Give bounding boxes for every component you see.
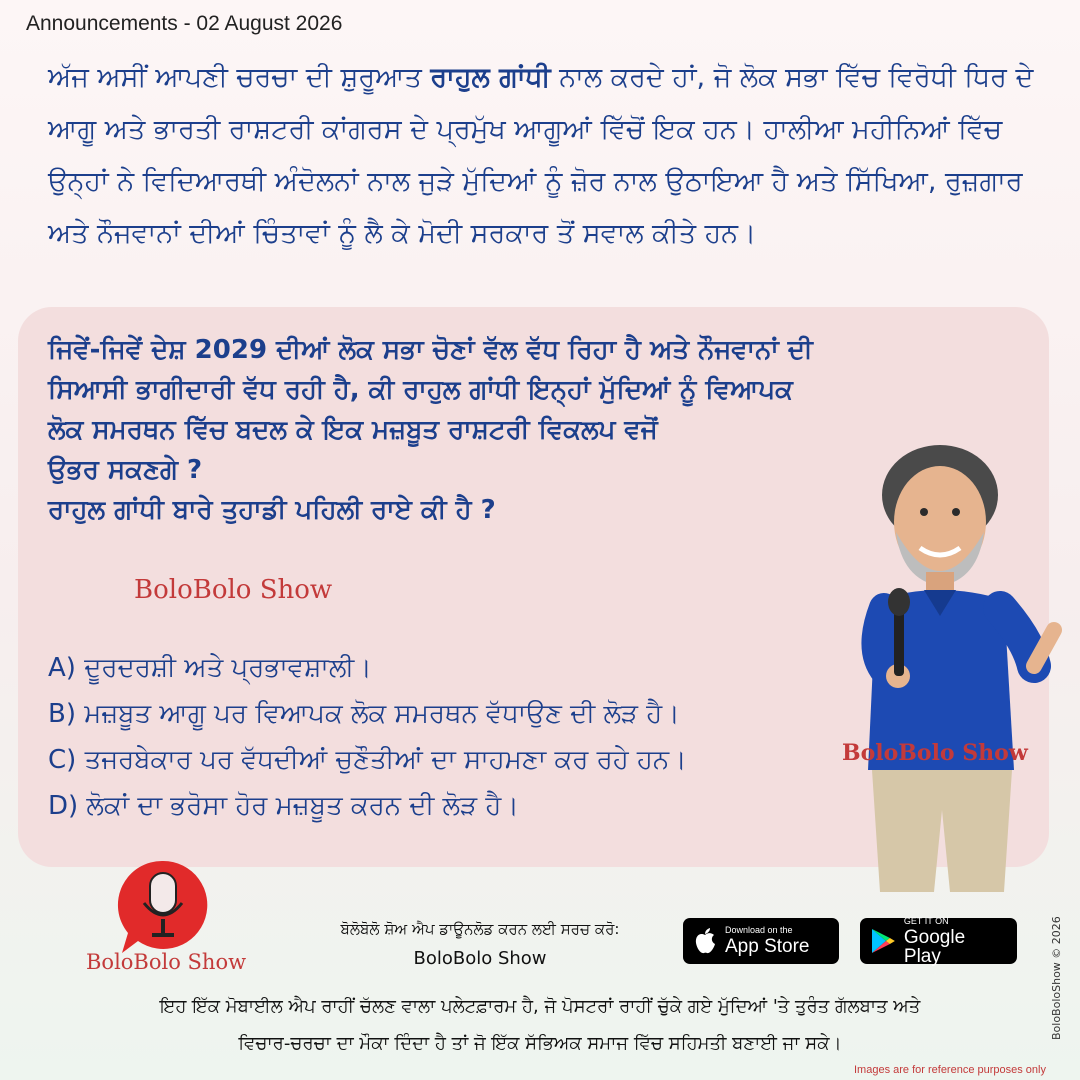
question-line: ਸਿਆਸੀ ਭਾਗੀਦਾਰੀ ਵੱਧ ਰਹੀ ਹੈ, ਕੀ ਰਾਹੁਲ ਗਾਂਧੀ ਇਨ੍ਹਾਂ ਮੁੱਦਿਆਂ ਨੂੰ ਵਿਆਪਕ xyxy=(48,375,793,405)
app-name: BoloBolo Show xyxy=(413,948,547,969)
option-d[interactable]: D) ਲੋਕਾਂ ਦਾ ਭਰੋਸਾ ਹੋਰ ਮਜ਼ਬੂਤ ਕਰਨ ਦੀ ਲੋੜ ਹੈ। xyxy=(48,791,519,821)
brand-watermark-on-image: BoloBolo Show xyxy=(842,740,1028,766)
option-b[interactable]: B) ਮਜ਼ਬੂਤ ਆਗੂ ਪਰ ਵਿਆਪਕ ਲੋਕ ਸਮਰਥਨ ਵੱਧਾਉਣ ਦੀ ਲੋੜ ਹੈ। xyxy=(48,699,680,729)
app-store-small-text: Download on the xyxy=(725,925,793,935)
copyright-notice: BoloBoloShow © 2026 xyxy=(1050,916,1063,1040)
footer-line: ਇਹ ਇੱਕ ਮੋਬਾਈਲ ਐਪ ਰਾਹੀਂ ਚੱਲਣ ਵਾਲਾ ਪਲੇਟਫ਼ਾਰਮ ਹੈ, ਜੋ ਪੋਸਟਰਾਂ ਰਾਹੀਂ ਚੁੱਕੇ ਗਏ ਮੁੱਦਿਆਂ 'ਤੇ ਤੁਰੰਤ ਗੱਲਬਾਤ ਅਤੇ xyxy=(159,996,921,1017)
question-line: ਲੋਕ ਸਮਰਥਨ ਵਿੱਚ ਬਦਲ ਕੇ ਇਕ ਮਜ਼ਬੂਤ ਰਾਸ਼ਟਰੀ ਵਿਕਲਪ ਵਜੋਂ xyxy=(48,415,658,445)
search-instruction: ਬੋਲੋਬੋਲੋ ਸ਼ੋਅ ਐਪ ਡਾਊਨਲੋਡ ਕਰਨ ਲਈ ਸਰਚ ਕਰੋ: xyxy=(340,920,620,938)
question-line: ਰਾਹੁਲ ਗਾਂਧੀ ਬਾਰੇ ਤੁਹਾਡੀ ਪਹਿਲੀ ਰਾਏ ਕੀ ਹੈ ? xyxy=(48,495,496,525)
app-search-note xyxy=(300,920,660,969)
speaker-illustration xyxy=(828,440,1068,900)
option-c[interactable]: C) ਤਜਰਬੇਕਾਰ ਪਰ ਵੱਧਦੀਆਂ ਚੁਣੌਤੀਆਂ ਦਾ ਸਾਹਮਣਾ ਕਰ ਰਹੇ ਹਨ। xyxy=(48,745,687,775)
brand-logo-text: BoloBolo Show xyxy=(86,950,247,974)
google-play-label: Google Play xyxy=(903,926,966,967)
brand-watermark: BoloBolo Show xyxy=(134,575,333,605)
app-store-badge[interactable] xyxy=(683,918,839,964)
intro-paragraph xyxy=(48,52,1038,260)
question-line: ਉਭਰ ਸਕਣਗੇ ? xyxy=(48,455,203,485)
footer-line: ਵਿਚਾਰ-ਚਰਚਾ ਦਾ ਮੌਕਾ ਦਿੰਦਾ ਹੈ ਤਾਂ ਜੋ ਇੱਕ ਸੱਭਿਅਕ ਸਮਾਜ ਵਿੱਚ ਸਹਿਮਤੀ ਬਣਾਈ ਜਾ ਸਕੇ। xyxy=(238,1033,842,1054)
apple-icon xyxy=(693,927,717,955)
intro-highlight-name: ਰਾਹੁਲ ਗਾਂਧੀ xyxy=(430,62,551,93)
poll-options xyxy=(48,645,828,829)
google-play-badge[interactable] xyxy=(860,915,1017,967)
google-play-small-text: GET IT ON xyxy=(903,915,949,926)
app-store-label: App Store xyxy=(725,936,810,957)
intro-text-start: ਅੱਜ ਅਸੀਂ ਆਪਣੀ ਚਰਚਾ ਦੀ ਸ਼ੁਰੂਆਤ xyxy=(48,62,431,93)
intro-text-rest: ਨਾਲ ਕਰਦੇ ਹਾਂ, ਜੋ ਲੋਕ ਸਭਾ ਵਿੱਚ ਵਿਰੋਧੀ ਧਿਰ ਦੇ ਆਗੂ ਅਤੇ ਭਾਰਤੀ ਰਾਸ਼ਟਰੀ ਕਾਂਗਰਸ ਦੇ ਪ੍ਰਮੁੱਖ ਆਗੂਆਂ ਵਿੱਚੋਂ ਇਕ ਹਨ। ਹਾਲੀਆ ਮਹੀਨਿਆਂ ਵਿੱਚ ਉਨ੍ਹਾਂ ਨੇ ਵਿਦਿਆਰਥੀ ਅੰਦੋਲਨਾਂ ਨਾਲ ਜੁੜੇ ਮੁੱਦਿਆਂ ਨੂੰ ਜ਼ੋਰ ਨਾਲ ਉਠਾਇਆ ਹੈ ਅਤੇ ਸਿੱਖਿਆ, ਰੁਜ਼ਗਾਰ ਅਤੇ ਨੌਜਵਾਨਾਂ ਦੀਆਂ ਚਿੰਤਾਵਾਂ ਨੂੰ ਲੈ ਕੇ ਮੋਦੀ ਸਰਕਾਰ ਤੋਂ ਸਵਾਲ ਕੀਤੇ ਹਨ। xyxy=(48,62,1034,249)
play-triangle-icon xyxy=(870,927,896,955)
announcement-date-header: Announcements - 02 August 2026 xyxy=(26,12,343,35)
microphone-chat-icon xyxy=(108,855,218,955)
image-disclaimer: Images are for reference purposes only xyxy=(854,1064,1046,1076)
option-a[interactable]: A) ਦੂਰਦਰਸ਼ੀ ਅਤੇ ਪ੍ਰਭਾਵਸ਼ਾਲੀ। xyxy=(48,653,372,683)
question-line: ਜਿਵੇਂ-ਜਿਵੇਂ ਦੇਸ਼ 2029 ਦੀਆਂ ਲੋਕ ਸਭਾ ਚੋਣਾਂ ਵੱਲ ਵੱਧ ਰਿਹਾ ਹੈ ਅਤੇ ਨੌਜਵਾਨਾਂ ਦੀ xyxy=(48,335,813,365)
platform-description xyxy=(60,988,1020,1062)
